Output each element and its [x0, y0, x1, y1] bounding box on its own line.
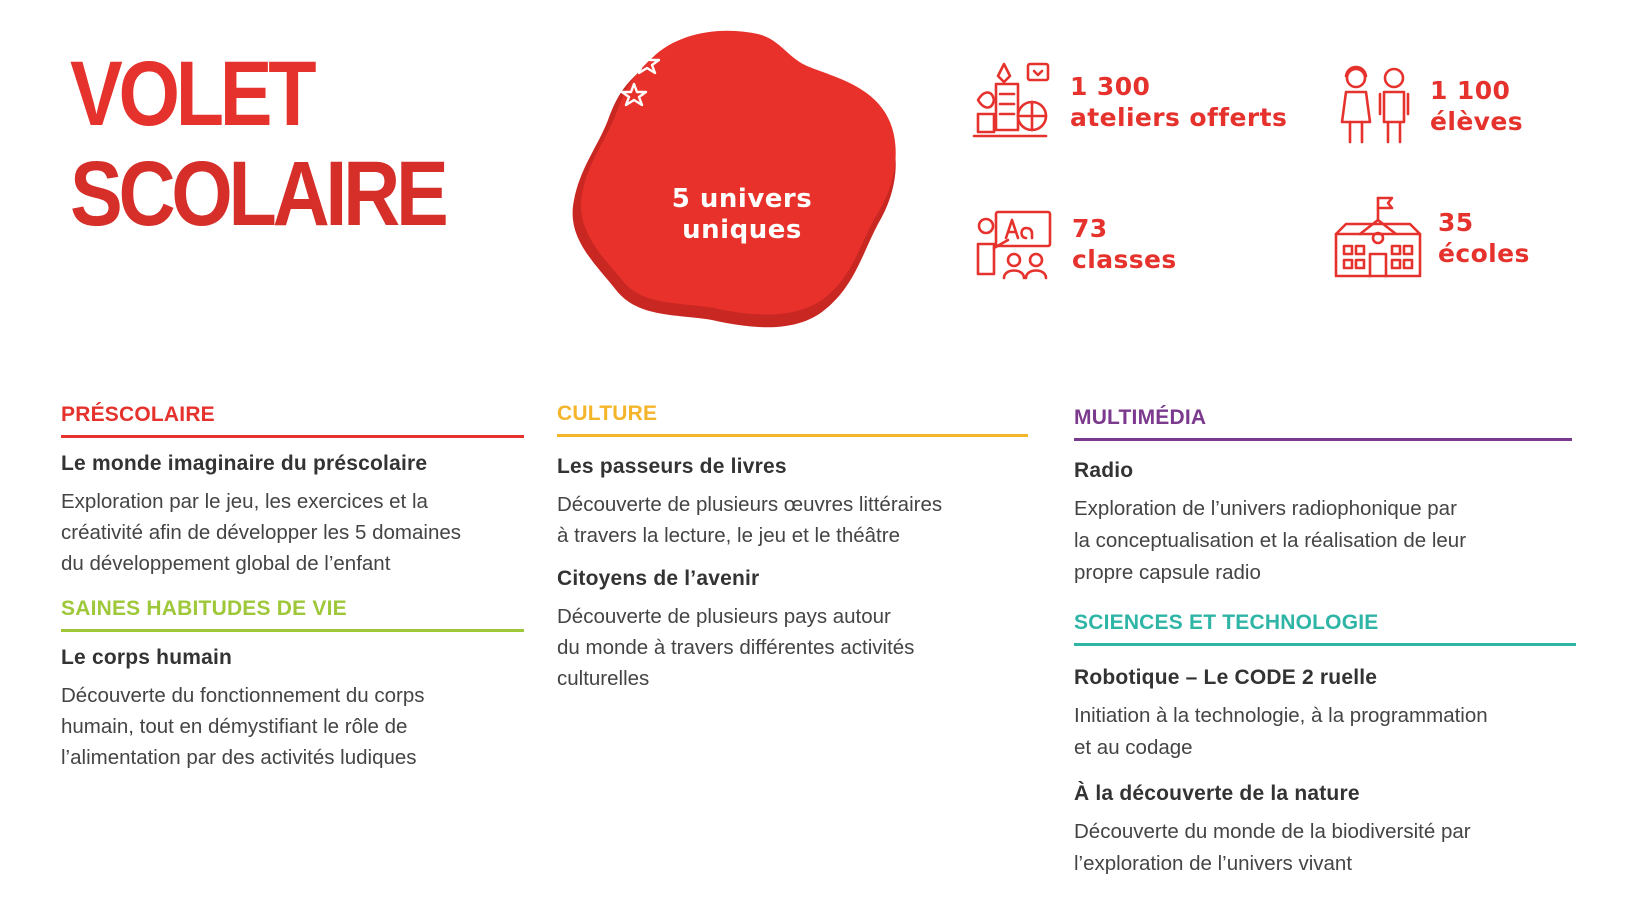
- page-title: [70, 44, 444, 244]
- item-description: [557, 489, 1028, 551]
- title-line-1: VOLET: [70, 43, 313, 145]
- section-heading-saines-habitudes: SAINES HABITUDES DE VIE: [61, 597, 524, 632]
- stat-ecoles-label: écoles: [1438, 239, 1530, 268]
- workshop-icon: [970, 60, 1054, 144]
- desc-line: à travers la lecture, le jeu et le théâtre: [557, 524, 900, 547]
- desc-line: l’alimentation par des activités ludiques: [61, 746, 417, 769]
- stat-eleves-text: [1430, 75, 1523, 137]
- title-line-2: SCOLAIRE: [70, 143, 445, 245]
- item-title: Le monde imaginaire du préscolaire: [61, 452, 428, 475]
- desc-line: culturelles: [557, 667, 650, 690]
- item-title: Robotique – Le CODE 2 ruelle: [1074, 666, 1378, 689]
- desc-line: la conceptualisation et la réalisation de leur: [1074, 529, 1467, 552]
- item-title: Citoyens de l’avenir: [557, 567, 760, 590]
- school-icon: [1332, 194, 1424, 282]
- stat-eleves: [1338, 64, 1523, 148]
- stat-eleves-label: élèves: [1430, 107, 1524, 136]
- item-description: [61, 486, 524, 579]
- stat-classes-number: 73: [1072, 214, 1108, 243]
- desc-line: du monde à travers différentes activités: [557, 636, 915, 659]
- column-1: [61, 403, 524, 773]
- stat-ecoles-text: [1438, 207, 1530, 269]
- stat-classes: [974, 208, 1177, 280]
- section-heading-culture: CULTURE: [557, 402, 1028, 437]
- stars-icon: [572, 28, 664, 120]
- stat-classes-text: [1072, 213, 1177, 275]
- hero-text: [572, 184, 912, 246]
- stat-ateliers-number: 1 300: [1070, 72, 1151, 101]
- stat-eleves-number: 1 100: [1430, 76, 1511, 105]
- desc-line: Exploration de l’univers radiophonique par: [1074, 497, 1457, 520]
- stat-ateliers-text: [1070, 71, 1287, 133]
- item-title: Radio: [1074, 459, 1134, 482]
- desc-line: Découverte du fonctionnement du corps: [61, 684, 425, 707]
- hero-line-1: 5 univers: [671, 184, 813, 214]
- desc-line: Initiation à la technologie, à la programmation: [1074, 704, 1488, 727]
- hero-badge: [572, 28, 912, 344]
- desc-line: et au codage: [1074, 736, 1193, 759]
- hero-line-2: uniques: [682, 215, 802, 245]
- desc-line: l’exploration de l’univers vivant: [1074, 852, 1353, 875]
- item-description: [61, 680, 524, 773]
- item-title: À la découverte de la nature: [1074, 782, 1360, 805]
- classroom-icon: [974, 208, 1054, 280]
- item-title: Les passeurs de livres: [557, 455, 787, 478]
- desc-line: Découverte du monde de la biodiversité par: [1074, 820, 1471, 843]
- stat-ecoles: [1332, 194, 1530, 282]
- stat-ecoles-number: 35: [1438, 208, 1474, 237]
- stat-ateliers: [970, 60, 1287, 144]
- students-icon: [1338, 64, 1414, 148]
- item-title: Le corps humain: [61, 646, 233, 669]
- desc-line: Exploration par le jeu, les exercices et la: [61, 490, 428, 513]
- desc-line: humain, tout en démystifiant le rôle de: [61, 715, 408, 738]
- item-description: [1074, 493, 1576, 589]
- column-2: [557, 402, 1028, 694]
- desc-line: du développement global de l’enfant: [61, 552, 391, 575]
- section-heading-multimedia: MULTIMÉDIA: [1074, 406, 1572, 441]
- desc-line: propre capsule radio: [1074, 561, 1261, 584]
- section-heading-prescolaire: PRÉSCOLAIRE: [61, 403, 524, 438]
- stat-ateliers-label: ateliers offerts: [1070, 103, 1288, 132]
- item-description: [1074, 816, 1576, 880]
- desc-line: Découverte de plusieurs pays autour: [557, 605, 891, 628]
- stat-classes-label: classes: [1072, 245, 1177, 274]
- column-3: [1074, 406, 1576, 880]
- desc-line: créativité afin de développer les 5 domaines: [61, 521, 461, 544]
- item-description: [1074, 700, 1576, 764]
- desc-line: Découverte de plusieurs œuvres littéraires: [557, 493, 943, 516]
- item-description: [557, 601, 1028, 694]
- section-heading-sciences: SCIENCES ET TECHNOLOGIE: [1074, 611, 1576, 646]
